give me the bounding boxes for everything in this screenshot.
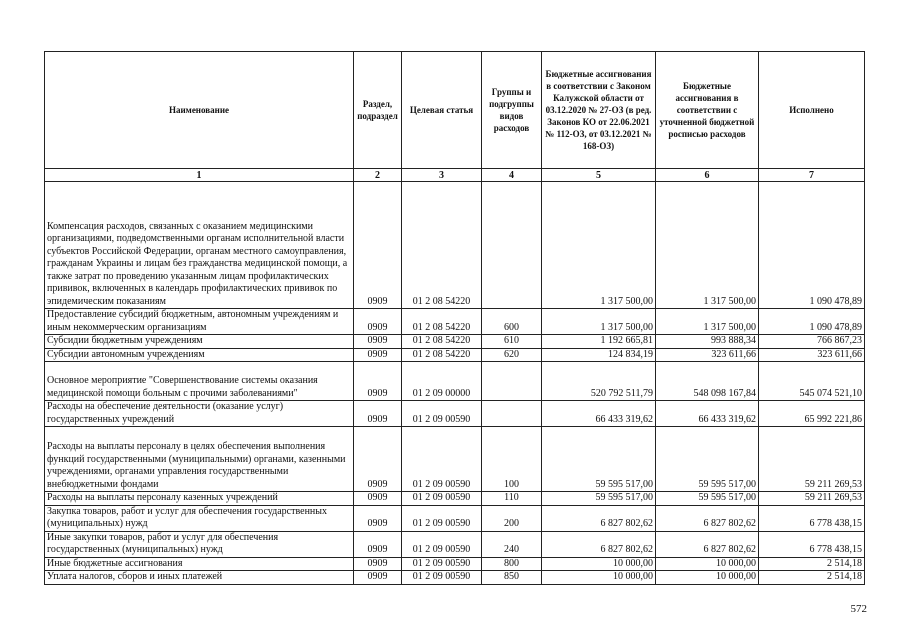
row-name: Расходы на выплаты персоналу казенных учреждений: [45, 492, 354, 506]
row-budget-law: 124 834,19: [542, 348, 656, 362]
header-section: Раздел, подраздел: [354, 52, 402, 169]
row-budget-refined: 1 317 500,00: [656, 182, 759, 309]
row-target: 01 2 09 00590: [402, 427, 482, 492]
row-group: 850: [482, 571, 542, 585]
row-executed: 2 514,18: [759, 571, 865, 585]
row-group: 200: [482, 505, 542, 531]
row-budget-refined: 10 000,00: [656, 557, 759, 571]
column-number: 3: [402, 169, 482, 182]
row-group: 800: [482, 557, 542, 571]
row-budget-refined: 66 433 319,62: [656, 401, 759, 427]
column-number: 1: [45, 169, 354, 182]
column-number-row: [45, 169, 865, 182]
row-budget-refined: 6 827 802,62: [656, 505, 759, 531]
row-budget-law: 520 792 511,79: [542, 362, 656, 401]
row-budget-refined: 59 595 517,00: [656, 427, 759, 492]
row-budget-refined: 1 317 500,00: [656, 309, 759, 335]
header-executed: Исполнено: [759, 52, 865, 169]
row-budget-law: 59 595 517,00: [542, 427, 656, 492]
row-name: Иные бюджетные ассигнования: [45, 557, 354, 571]
row-group: 110: [482, 492, 542, 506]
row-section: 0909: [354, 309, 402, 335]
table-row: [45, 557, 865, 571]
header-target: Целевая статья: [402, 52, 482, 169]
row-section: 0909: [354, 571, 402, 585]
row-group: [482, 362, 542, 401]
column-number: 5: [542, 169, 656, 182]
row-name: Компенсация расходов, связанных с оказанием медицинскими организациями, подведомственными органам исполнительной власти субъектов Российской Федерации, органам местного самоуправления, гражданам Украины и лицам без гражданства медицинской помощи, а также затрат по проведению указанным лицам профилактических прививок, включенных в календарь профилактических прививок по эпидемическим показаниям: [45, 182, 354, 309]
column-number: 4: [482, 169, 542, 182]
row-name: Иные закупки товаров, работ и услуг для обеспечения государственных (муниципальных) нужд: [45, 531, 354, 557]
table-row: [45, 427, 865, 492]
table-row: [45, 362, 865, 401]
row-executed: 1 090 478,89: [759, 309, 865, 335]
row-name: Расходы на выплаты персоналу в целях обеспечения выполнения функций государственными (муниципальными) органами, казенными учреждениями, органами управления государственными внебюджетными фондами: [45, 427, 354, 492]
row-group: 240: [482, 531, 542, 557]
header-groups: Группы и подгруппы видов расходов: [482, 52, 542, 169]
row-target: 01 2 09 00590: [402, 492, 482, 506]
row-budget-law: 10 000,00: [542, 557, 656, 571]
row-section: 0909: [354, 401, 402, 427]
row-executed: 1 090 478,89: [759, 182, 865, 309]
row-executed: 65 992 221,86: [759, 401, 865, 427]
budget-table: [44, 51, 865, 585]
column-number: 7: [759, 169, 865, 182]
row-group: 620: [482, 348, 542, 362]
header-budget-law: Бюджетные ассигнования в соответствии с Законом Калужской области от 03.12.2020 № 27-ОЗ (в ред. Законов КО от 22.06.2021 № 112-ОЗ, от 03.12.2021 № 168-ОЗ): [542, 52, 656, 169]
row-executed: 766 867,23: [759, 335, 865, 349]
row-budget-law: 1 317 500,00: [542, 182, 656, 309]
header-row: [45, 52, 865, 169]
column-number: 2: [354, 169, 402, 182]
row-section: 0909: [354, 492, 402, 506]
row-target: 01 2 09 00590: [402, 401, 482, 427]
table-row: [45, 571, 865, 585]
row-executed: 59 211 269,53: [759, 427, 865, 492]
row-target: 01 2 09 00590: [402, 571, 482, 585]
row-executed: 2 514,18: [759, 557, 865, 571]
table-body: [45, 182, 865, 585]
row-executed: 6 778 438,15: [759, 505, 865, 531]
row-name: Субсидии бюджетным учреждениям: [45, 335, 354, 349]
row-group: 600: [482, 309, 542, 335]
row-name: Субсидии автономным учреждениям: [45, 348, 354, 362]
table-row: [45, 401, 865, 427]
row-name: Уплата налогов, сборов и иных платежей: [45, 571, 354, 585]
row-budget-refined: 323 611,66: [656, 348, 759, 362]
row-executed: 323 611,66: [759, 348, 865, 362]
row-budget-law: 10 000,00: [542, 571, 656, 585]
row-budget-law: 66 433 319,62: [542, 401, 656, 427]
row-budget-refined: 993 888,34: [656, 335, 759, 349]
row-target: 01 2 09 00000: [402, 362, 482, 401]
row-target: 01 2 08 54220: [402, 348, 482, 362]
row-group: [482, 401, 542, 427]
table-row: [45, 531, 865, 557]
header-budget-refined: Бюджетные ассигнования в соответствии с уточненной бюджетной росписью расходов: [656, 52, 759, 169]
row-name: Расходы на обеспечение деятельности (оказание услуг) государственных учреждений: [45, 401, 354, 427]
row-budget-refined: 548 098 167,84: [656, 362, 759, 401]
row-target: 01 2 08 54220: [402, 182, 482, 309]
table-row: [45, 505, 865, 531]
row-name: Закупка товаров, работ и услуг для обеспечения государственных (муниципальных) нужд: [45, 505, 354, 531]
row-section: 0909: [354, 182, 402, 309]
row-executed: 59 211 269,53: [759, 492, 865, 506]
row-budget-law: 1 192 665,81: [542, 335, 656, 349]
row-group: 100: [482, 427, 542, 492]
row-group: [482, 182, 542, 309]
row-section: 0909: [354, 505, 402, 531]
row-budget-law: 59 595 517,00: [542, 492, 656, 506]
row-group: 610: [482, 335, 542, 349]
row-budget-refined: 6 827 802,62: [656, 531, 759, 557]
row-budget-refined: 10 000,00: [656, 571, 759, 585]
row-section: 0909: [354, 427, 402, 492]
table-row: [45, 182, 865, 309]
row-executed: 6 778 438,15: [759, 531, 865, 557]
table-row: [45, 335, 865, 349]
row-target: 01 2 08 54220: [402, 309, 482, 335]
row-executed: 545 074 521,10: [759, 362, 865, 401]
row-budget-refined: 59 595 517,00: [656, 492, 759, 506]
row-section: 0909: [354, 335, 402, 349]
row-target: 01 2 09 00590: [402, 505, 482, 531]
row-section: 0909: [354, 348, 402, 362]
row-budget-law: 6 827 802,62: [542, 505, 656, 531]
row-target: 01 2 08 54220: [402, 335, 482, 349]
row-name: Предоставление субсидий бюджетным, автономным учреждениям и иным некоммерческим организациям: [45, 309, 354, 335]
header-name: Наименование: [45, 52, 354, 169]
row-budget-law: 6 827 802,62: [542, 531, 656, 557]
column-number: 6: [656, 169, 759, 182]
table-row: [45, 492, 865, 506]
row-target: 01 2 09 00590: [402, 531, 482, 557]
row-section: 0909: [354, 531, 402, 557]
row-section: 0909: [354, 362, 402, 401]
table-row: [45, 309, 865, 335]
page-number: 572: [850, 603, 867, 615]
row-target: 01 2 09 00590: [402, 557, 482, 571]
row-name: Основное мероприятие "Совершенствование системы оказания медицинской помощи больным с прочими заболеваниями": [45, 362, 354, 401]
table-row: [45, 348, 865, 362]
row-section: 0909: [354, 557, 402, 571]
row-budget-law: 1 317 500,00: [542, 309, 656, 335]
